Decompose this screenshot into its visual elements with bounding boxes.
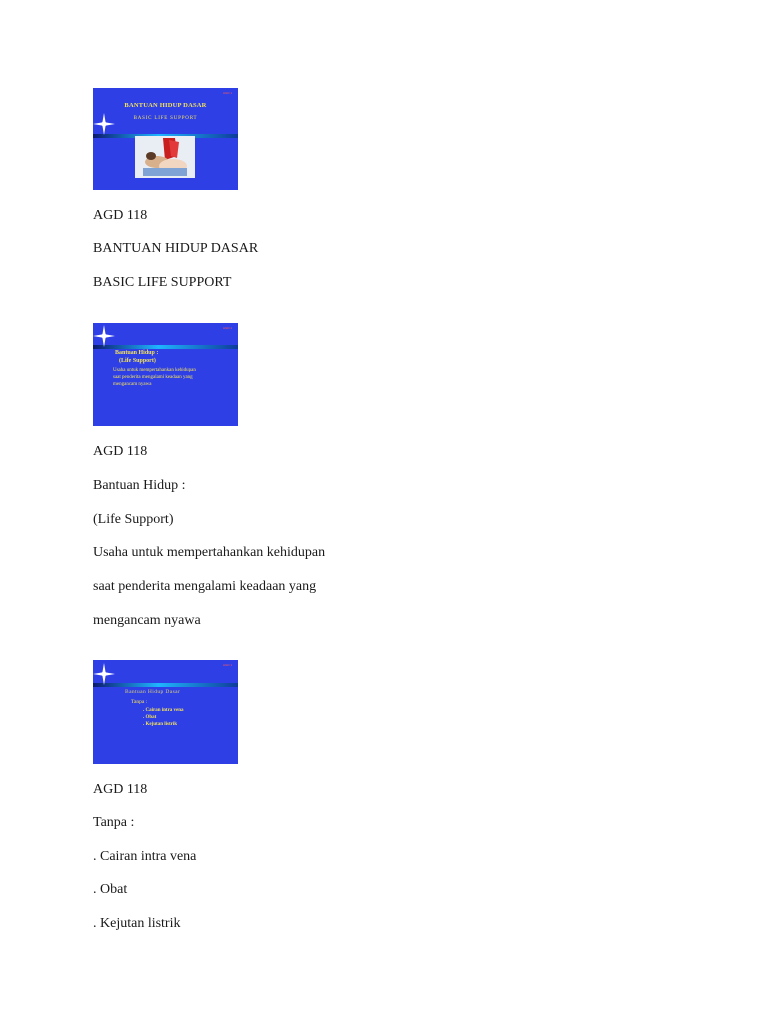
slide-heading: (Life Support) (119, 358, 156, 364)
slide-body-line: saat penderita mengalami keadaan yang (113, 375, 193, 380)
text-line: . Cairan intra vena (93, 849, 197, 864)
slide-code: AGD 118 (93, 208, 148, 223)
text-line: (Life Support) (93, 512, 174, 527)
cpr-illustration-image (135, 136, 195, 178)
slide-body-line: Usaha untuk mempertahankan kehidupan (113, 368, 196, 373)
slide-list-item: . Kejutan listrik (143, 722, 178, 727)
slide-heading: Bantuan Hidup : (115, 350, 159, 356)
sparkle-star-icon (93, 113, 115, 135)
sparkle-star-icon (93, 325, 115, 347)
slide-thumbnail-3 (93, 660, 238, 764)
slide-code: AGD 118 (93, 444, 148, 459)
slide-list-item: . Cairan intra vena (143, 708, 184, 713)
text-line: BANTUAN HIDUP DASAR (93, 241, 259, 256)
separator-dot (103, 309, 105, 311)
text-line: . Kejutan listrik (93, 916, 181, 931)
slide-page-number: AGD 1 (222, 91, 232, 95)
slide-page-number: AGD 1 (222, 326, 232, 330)
slide-subheading: Tanpa : (131, 699, 148, 705)
slide-body-line: mengancam nyawa (113, 382, 152, 387)
text-line: BASIC LIFE SUPPORT (93, 275, 232, 290)
text-line: saat penderita mengalami keadaan yang (93, 579, 317, 594)
slide-page-number: AGD 1 (222, 663, 232, 667)
text-line: Bantuan Hidup : (93, 478, 186, 493)
slide-heading: Bantuan Hidup Dasar (125, 689, 181, 695)
text-line: Usaha untuk mempertahankan kehidupan (93, 545, 326, 560)
text-line: . Obat (93, 882, 128, 897)
slide-thumbnail-1 (93, 88, 238, 190)
slide-title: BANTUAN HIDUP DASAR (124, 102, 207, 109)
separator-dot (103, 646, 105, 648)
slide-thumbnail-2 (93, 323, 238, 426)
sparkle-star-icon (93, 663, 115, 685)
slide-list-item: . Obat (143, 715, 157, 720)
text-line: mengancam nyawa (93, 613, 201, 628)
slide-code: AGD 118 (93, 782, 148, 797)
slide-subtitle: BASIC LIFE SUPPORT (133, 116, 198, 121)
text-line: Tanpa : (93, 815, 135, 830)
